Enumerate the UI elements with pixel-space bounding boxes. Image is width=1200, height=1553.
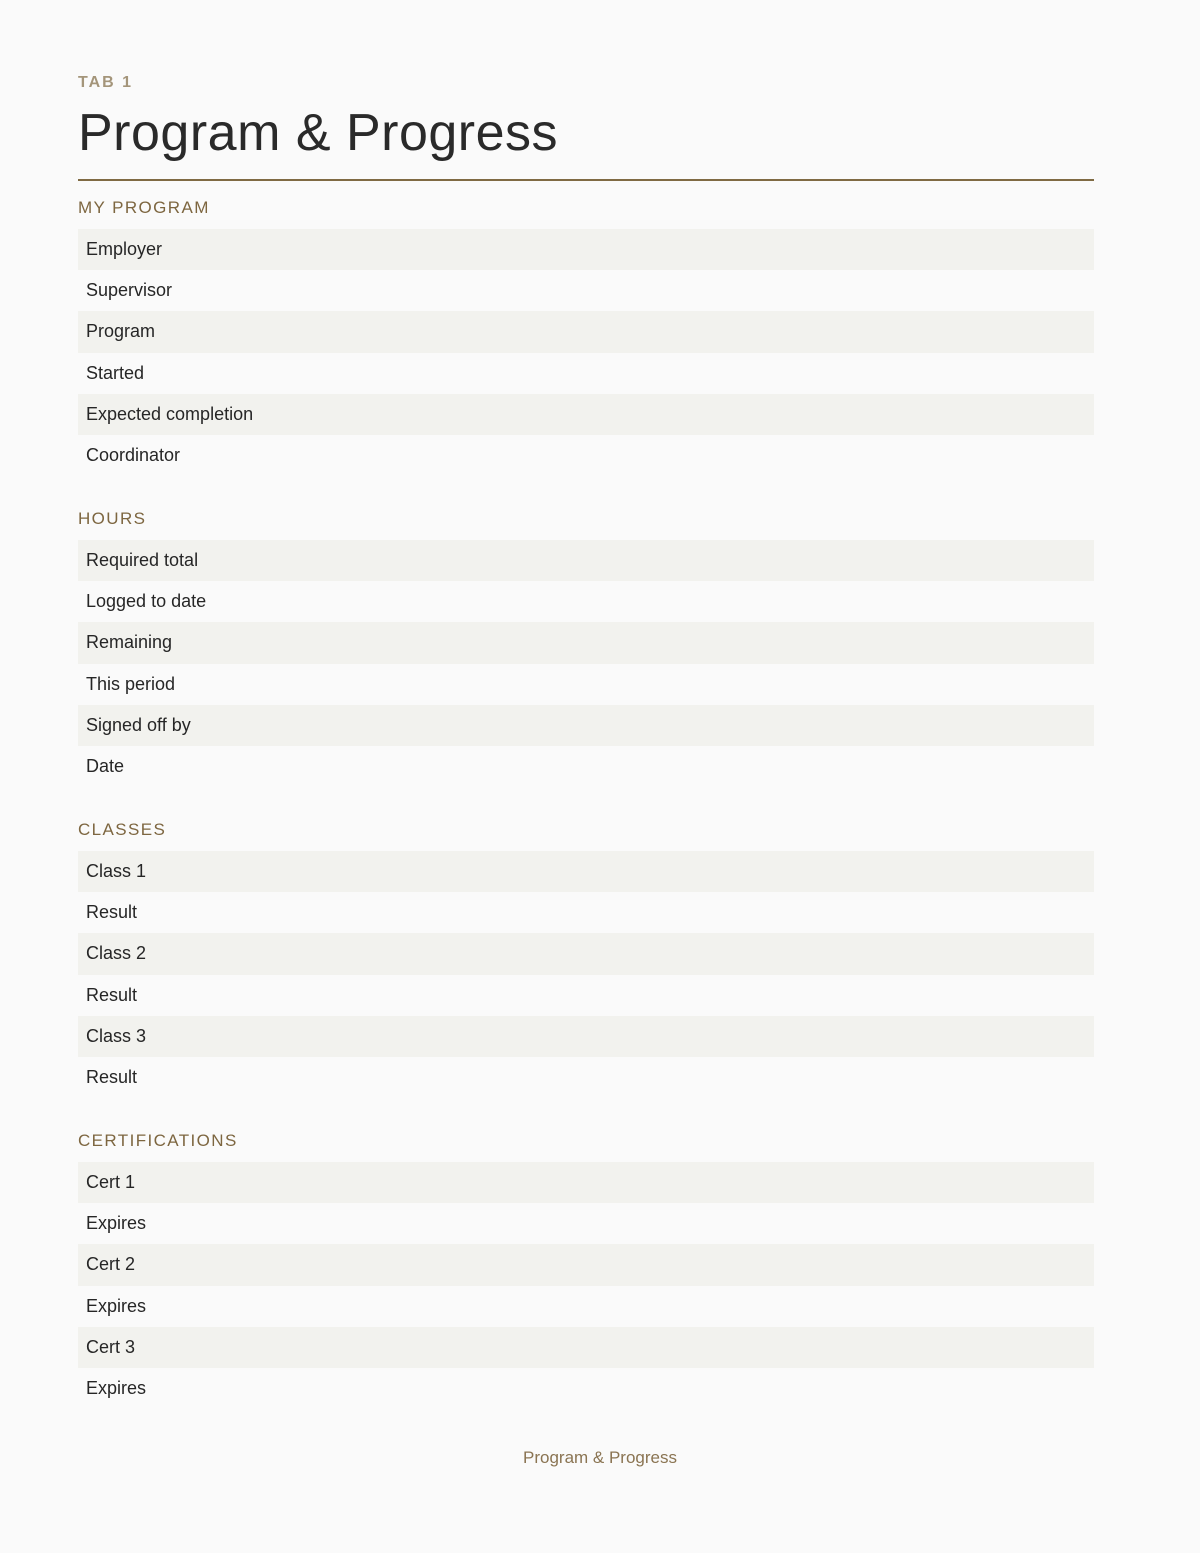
field-row-signed-off-by[interactable]: Signed off by [78,705,1094,746]
field-row-cert-2-expires[interactable]: Expires [86,1295,147,1316]
field-row-logged-to-date[interactable]: Logged to date [86,591,207,612]
field-row-class-3-result[interactable]: Result [86,1066,138,1087]
field-row-coordinator[interactable]: Coordinator [86,444,181,465]
field-row-class-2-result[interactable]: Result [86,984,138,1005]
tab-eyebrow: TAB 1 [78,74,134,91]
section-classes [78,820,1094,1087]
section-certifications [78,1131,1094,1398]
field-row-this-period[interactable]: This period [86,673,176,694]
title-divider [78,179,1094,181]
section-hours [78,509,1094,776]
field-row-employer[interactable]: Employer [78,229,1094,270]
field-row-remaining[interactable]: Remaining [78,622,1094,663]
field-list [78,1162,1094,1409]
field-row-required-total[interactable]: Required total [78,540,1094,581]
field-row-date[interactable]: Date [86,755,125,776]
field-row-class-1-result[interactable]: Result [86,902,138,923]
field-row-started[interactable]: Started [86,362,145,383]
section-label: HOURS [78,509,147,528]
field-list [78,851,1094,1098]
field-row-class-2[interactable]: Class 2 [78,933,1094,974]
field-row-program[interactable]: Program [78,311,1094,352]
field-list [78,540,1094,787]
field-row-expected-completion[interactable]: Expected completion [78,394,1094,435]
field-row-cert-3[interactable]: Cert 3 [78,1327,1094,1368]
field-row-class-3[interactable]: Class 3 [78,1016,1094,1057]
field-row-cert-1-expires[interactable]: Expires [86,1213,147,1234]
section-label: CERTIFICATIONS [78,1131,238,1150]
field-list [78,229,1094,476]
section-my-program [78,198,1094,465]
section-label: CLASSES [78,820,167,839]
field-row-cert-2[interactable]: Cert 2 [78,1244,1094,1285]
field-row-cert-3-expires[interactable]: Expires [86,1377,147,1398]
field-row-class-1[interactable]: Class 1 [78,851,1094,892]
page-title: Program & Progress [78,104,559,162]
page-footer: Program & Progress [523,1448,677,1467]
field-row-cert-1[interactable]: Cert 1 [78,1162,1094,1203]
section-label: MY PROGRAM [78,198,210,217]
field-row-supervisor[interactable]: Supervisor [86,280,173,301]
